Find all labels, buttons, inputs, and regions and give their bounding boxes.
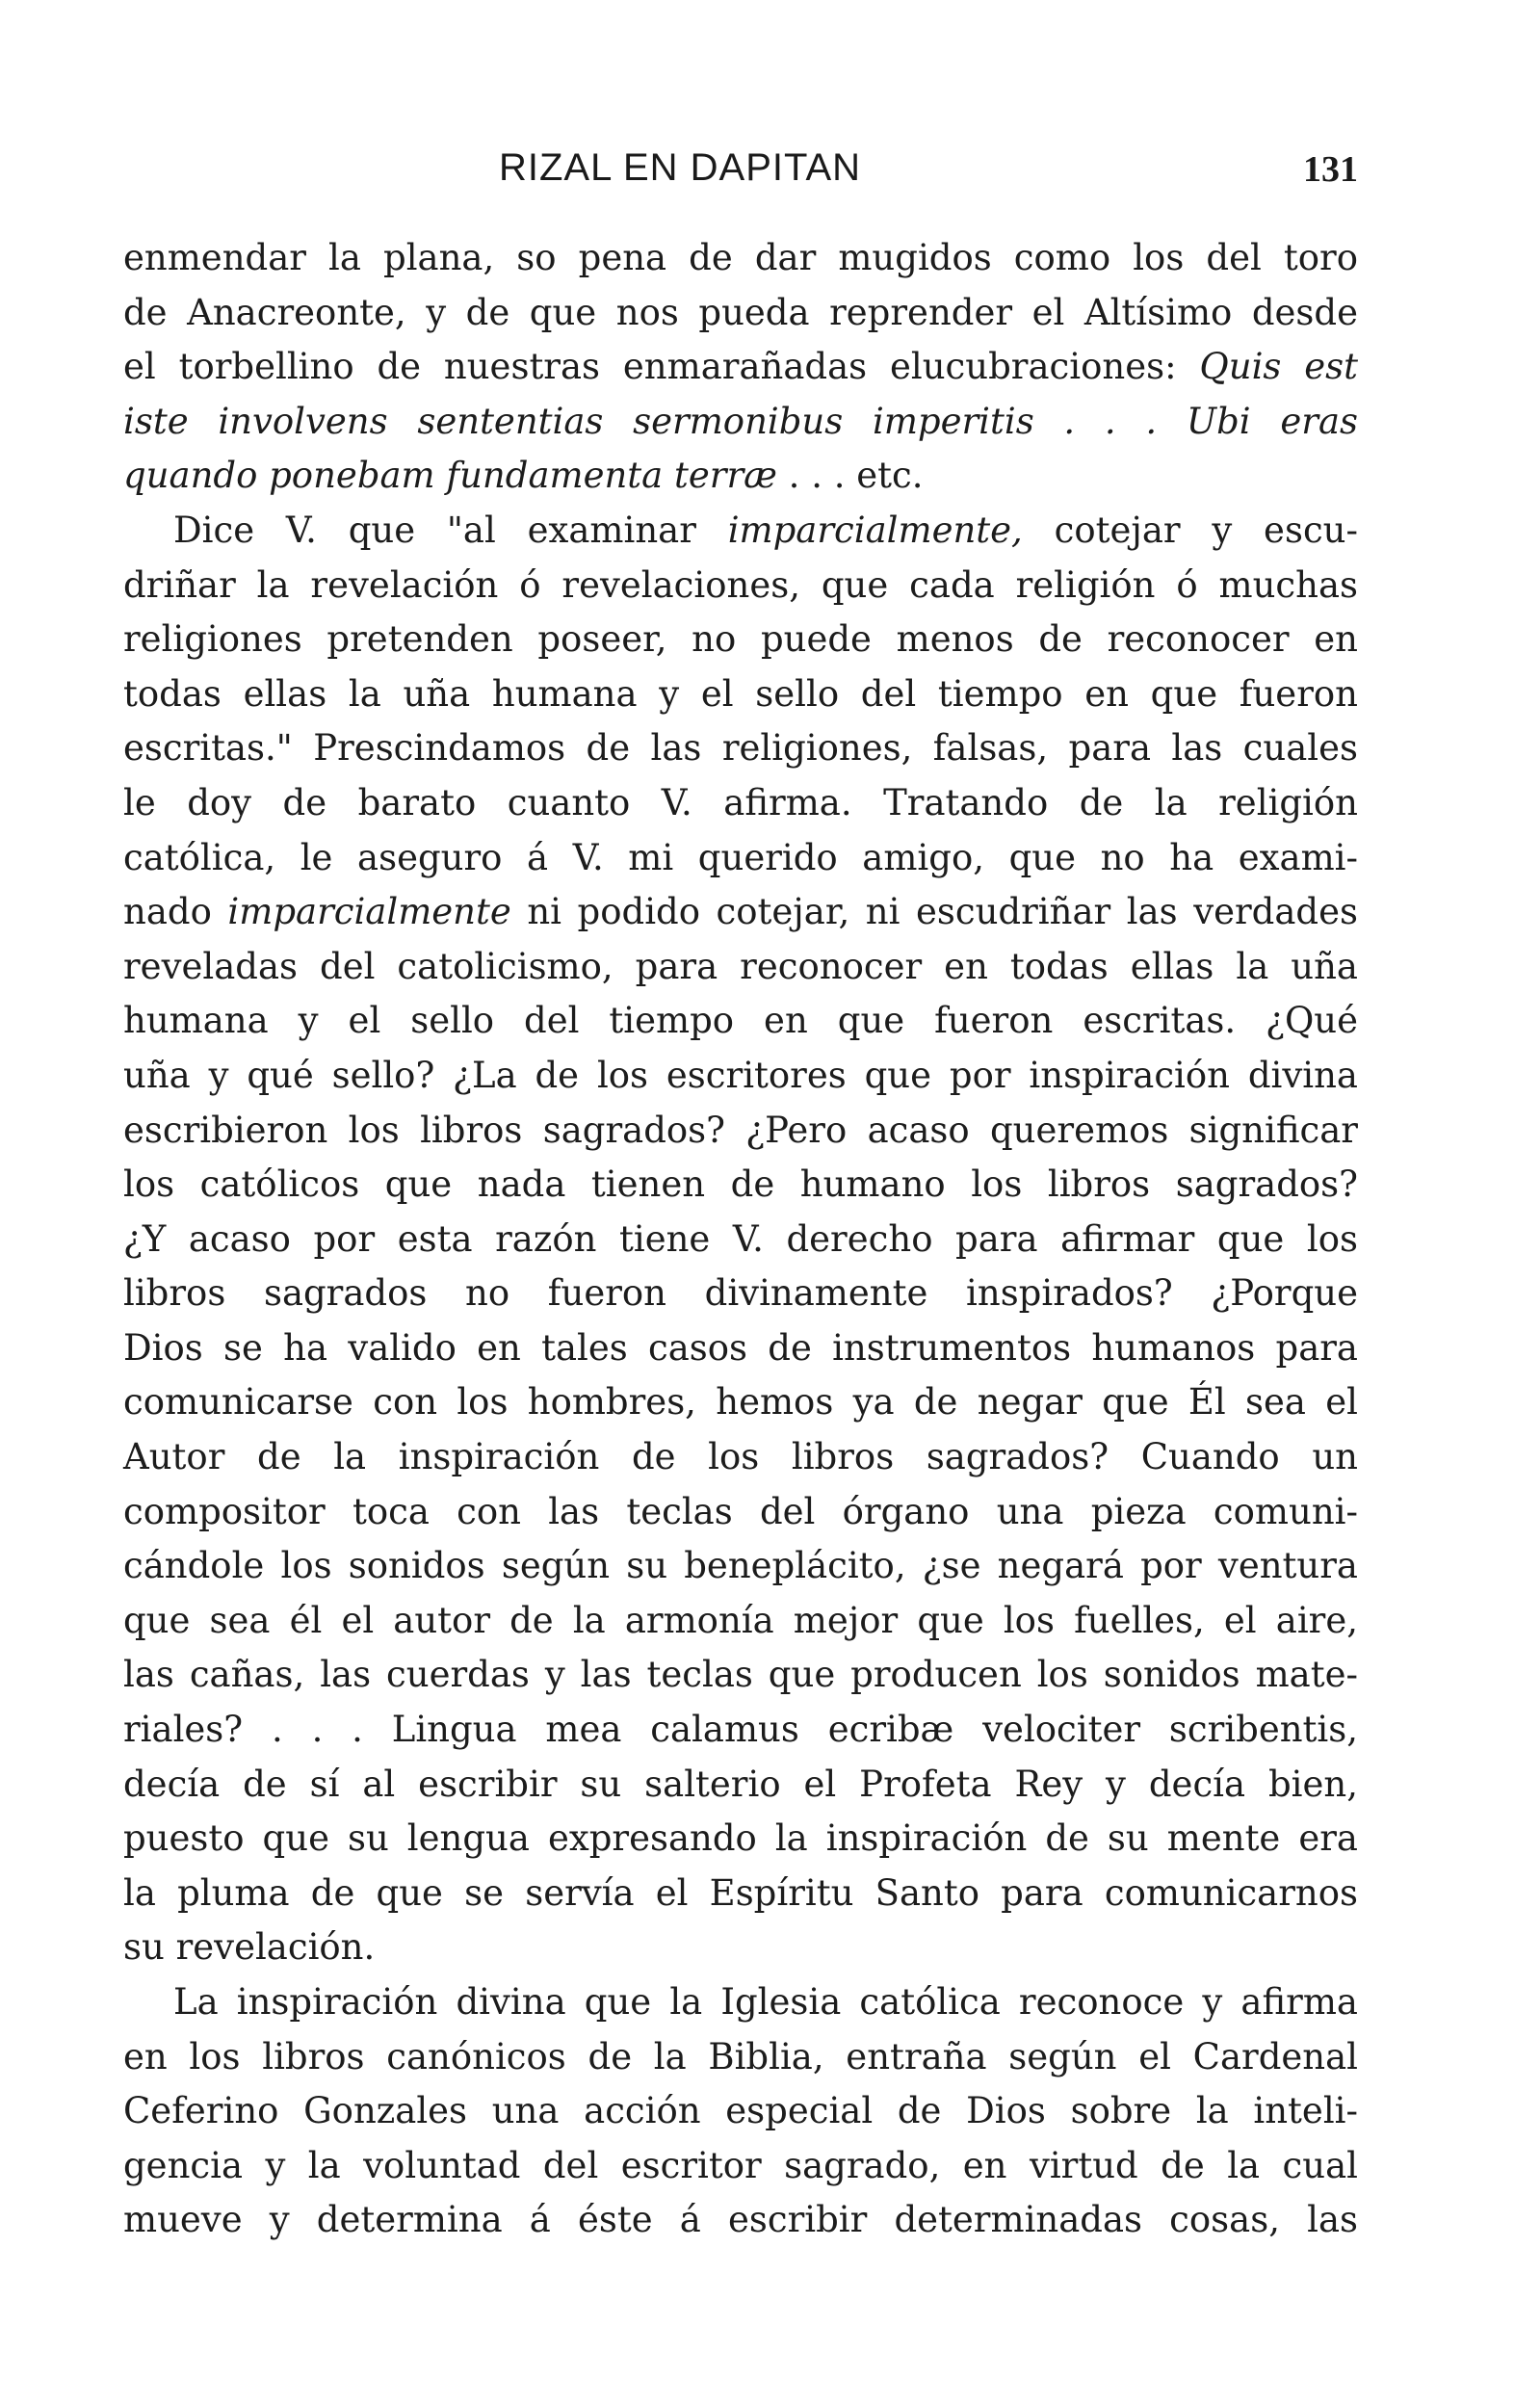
text-run: le doy de barato cuanto V. afirma. Tratando de la religión: [123, 781, 1358, 823]
text-line: [123, 2030, 1358, 2085]
text-line: [123, 613, 1358, 667]
text-line: [123, 1594, 1358, 1649]
text-run: uña y qué sello? ¿La de los escritores que por inspiración divina: [123, 1054, 1358, 1096]
text-line: [123, 1485, 1358, 1540]
text-run: el torbellino de nuestras enmarañadas elucubraciones:: [123, 346, 1200, 388]
text-line: [123, 2193, 1358, 2248]
text-line: [123, 559, 1358, 614]
text-line: [123, 1049, 1358, 1104]
text-run: Dice V. que "al examinar: [173, 509, 728, 551]
text-line: [123, 1539, 1358, 1594]
text-line: [123, 1321, 1358, 1376]
text-line: [123, 340, 1358, 395]
text-line: [123, 231, 1358, 286]
text-run: ni podido cotejar, ni escudriñar las verdades: [510, 891, 1358, 933]
text-line: [123, 504, 1358, 559]
body-text: [123, 231, 1358, 2248]
italic-text: quando ponebam fundamenta terræ: [123, 455, 777, 497]
text-run: en los libros canónicos de la Biblia, entraña según el Cardenal: [123, 2035, 1358, 2077]
text-run: La inspiración divina que la Iglesia católica reconoce y afirma: [173, 1981, 1358, 2023]
text-line: [123, 1812, 1358, 1867]
text-run: todas ellas la uña humana y el sello del tiempo en que fueron: [123, 672, 1358, 715]
text-line: [123, 1104, 1358, 1159]
text-line: [123, 721, 1358, 776]
text-run: los católicos que nada tienen de humano los libros sagrados?: [123, 1163, 1358, 1206]
text-line: [123, 1867, 1358, 1921]
text-line: [123, 1648, 1358, 1703]
text-line: [123, 395, 1358, 450]
italic-text: Quis est: [1199, 346, 1358, 388]
running-head: [123, 146, 1358, 204]
text-run: la pluma de que se servía el Espíritu Santo para comunicarnos: [123, 1871, 1358, 1914]
text-run: escritas." Prescindamos de las religiones, falsas, para las cuales: [123, 727, 1358, 770]
text-run: que sea él el autor de la armonía mejor que los fuelles, el aire,: [123, 1599, 1358, 1641]
text-line: [123, 1158, 1358, 1213]
running-title: RIZAL EN DAPITAN: [499, 146, 862, 189]
text-line: [123, 1430, 1358, 1485]
italic-text: imparcialmente: [227, 891, 511, 933]
italic-text: imparcialmente,: [727, 509, 1023, 551]
text-run: compositor toca con las teclas del órgano una pieza comuni-: [123, 1490, 1358, 1532]
text-run: ¿Y acaso por esta razón tiene V. derecho para afirmar que los: [123, 1217, 1358, 1260]
text-line: [123, 940, 1358, 995]
text-line: [123, 1213, 1358, 1267]
text-run: de Anacreonte, y de que nos pueda reprender el Altísimo desde: [123, 291, 1358, 333]
text-run: Dios se ha valido en tales casos de instrumentos humanos para: [123, 1326, 1358, 1369]
page-number: 131: [1303, 149, 1358, 190]
text-line: [123, 2139, 1358, 2194]
text-run: mueve y determina á éste á escribir determinadas cosas, las: [123, 2199, 1358, 2241]
text-line: [123, 286, 1358, 341]
text-run: enmendar la plana, so pena de dar mugidos como los del toro: [123, 237, 1358, 278]
text-run: cándole los sonidos según su beneplácito, ¿se negará por ventura: [123, 1545, 1358, 1587]
text-run: comunicarse con los hombres, hemos ya de negar que Él sea el: [123, 1381, 1358, 1424]
text-line: [123, 1758, 1358, 1813]
text-run: Autor de la inspiración de los libros sagrados? Cuando un: [123, 1436, 1358, 1478]
text-run: su revelación.: [123, 1926, 376, 1969]
text-line: [123, 1375, 1358, 1430]
text-line: [123, 885, 1358, 940]
text-run: puesto que su lengua expresando la inspiración de su mente era: [123, 1817, 1358, 1860]
text-line: [123, 994, 1358, 1049]
text-line: [123, 776, 1358, 831]
text-run: gencia y la voluntad del escritor sagrado, en virtud de la cual: [123, 2144, 1358, 2186]
text-run: las cañas, las cuerdas y las teclas que producen los sonidos mate-: [123, 1654, 1358, 1696]
text-run: escribieron los libros sagrados? ¿Pero acaso queremos significar: [123, 1109, 1358, 1151]
text-run: libros sagrados no fueron divinamente inspirados? ¿Porque: [123, 1272, 1358, 1315]
text-run: nado: [123, 891, 228, 933]
text-run: . . . etc.: [776, 455, 924, 497]
text-line: [123, 831, 1358, 886]
text-run: decía de sí al escribir su salterio el Profeta Rey y decía bien,: [123, 1763, 1358, 1805]
text-run: reveladas del catolicismo, para reconocer en todas ellas la uña: [123, 945, 1358, 987]
text-run: católica, le aseguro á V. mi querido amigo, que no ha exami-: [123, 836, 1358, 878]
text-run: cotejar y escu-: [1022, 509, 1358, 551]
text-run: Ceferino Gonzales una acción especial de Dios sobre la inteli-: [123, 2090, 1358, 2132]
text-line: [123, 2084, 1358, 2139]
text-line: [123, 667, 1358, 722]
text-line: [123, 1921, 1358, 1975]
text-run: religiones pretenden poseer, no puede menos de reconocer en: [123, 618, 1358, 661]
text-line: [123, 449, 1358, 504]
text-run: driñar la revelación ó revelaciones, que cada religión ó muchas: [123, 563, 1358, 606]
text-run: humana y el sello del tiempo en que fueron escritas. ¿Qué: [123, 1000, 1358, 1042]
text-line: [123, 1975, 1358, 2030]
text-line: [123, 1703, 1358, 1758]
italic-text: iste involvens sententias sermonibus imperitis . . . Ubi eras: [123, 400, 1358, 442]
text-line: [123, 1267, 1358, 1321]
text-run: riales? . . . Lingua mea calamus ecribæ velociter scribentis,: [123, 1709, 1358, 1751]
